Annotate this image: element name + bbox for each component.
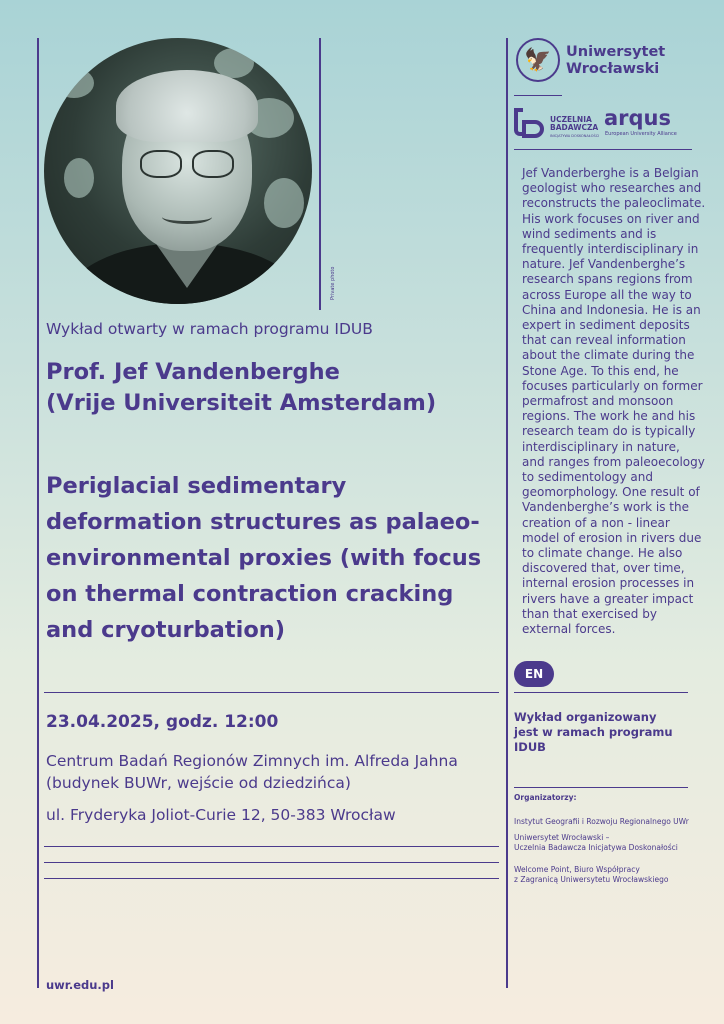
logo-divider-line xyxy=(514,95,562,96)
speaker-name: Prof. Jef Vandenberghe (Vrije Universiteit Amsterdam) xyxy=(46,359,437,416)
divider-line xyxy=(514,787,688,788)
organizer-item: Instytut Geografii i Rozwoju Regionalnego UWr xyxy=(514,817,689,826)
organizer-note: Wykład organizowany jest w ramach programu IDUB xyxy=(514,710,673,754)
organizers-label: Organizatorzy: xyxy=(514,793,577,802)
organizer-item: Welcome Point, Biuro Współpracy z Zagranicą Uniwersytetu Wrocławskiego xyxy=(514,865,669,884)
speaker-bio: Jef Vanderberghe is a Belgian geologist who researches and reconstructs the paleoclimate. His work focuses on river and wind sediments and is frequently interdisciplinary in nature. Jef Vandenberghe’s research spans regions from across Europe all the way to China and Indonesia. He is an expert in sediment deposits that can reveal information about the climate during the Stone Age. To this end, he focuses particularly on former permafrost and monsoon regions. The work he and his research team do is typically interdisciplinary in nature, and ranges from paleoecology to sedimentology and geomorphology. One result of Vandenberghe’s work is the creation of a non - linear model of erosion in rivers due to climate change. He also discovered that, over time, internal erosion processes in rivers have a greater impact than that exercised by external forces. xyxy=(522,166,706,637)
university-name: Uniwersytet Wrocławski xyxy=(566,44,666,77)
arqus-logo: arqus xyxy=(604,106,672,130)
program-label: Wykład otwarty w ramach programu IDUB xyxy=(46,320,373,338)
column-divider-line xyxy=(506,38,508,988)
photo-divider-line xyxy=(319,38,321,310)
lecture-venue: Centrum Badań Regionów Zimnych im. Alfreda Jahna (budynek BUWr, wejście od dziedzińca) xyxy=(46,752,458,792)
lecture-address: ul. Fryderyka Joliot-Curie 12, 50-383 Wrocław xyxy=(46,806,396,824)
organizer-item: Uniwersytet Wrocławski – Uczelnia Badawcza Inicjatywa Doskonałości xyxy=(514,833,678,852)
university-crest-icon: 🦅 xyxy=(516,38,560,82)
idub-logo-subtitle: INICJATYWA DOSKONAŁOŚCI xyxy=(550,134,600,138)
lecture-title: Periglacial sedimentary deformation structures as palaeo-environmental proxies (with focus on thermal contraction cracking and cryoturbation) xyxy=(46,473,482,643)
arqus-logo-subtitle: European University Alliance xyxy=(605,131,677,137)
website-link[interactable]: uwr.edu.pl xyxy=(46,978,114,992)
divider-line xyxy=(44,862,499,863)
lecture-date: 23.04.2025, godz. 12:00 xyxy=(46,712,279,732)
idub-logo-text: UCZELNIA BADAWCZA xyxy=(550,115,599,132)
photo-credit: Private photo xyxy=(330,266,336,300)
logo-divider-line xyxy=(514,149,692,150)
idub-logo-icon xyxy=(514,108,544,140)
divider-line xyxy=(44,692,499,693)
divider-line xyxy=(514,692,688,693)
divider-line xyxy=(44,846,499,847)
language-badge: EN xyxy=(514,661,554,687)
speaker-photo xyxy=(44,38,312,304)
left-border-line xyxy=(37,38,39,988)
divider-line xyxy=(44,878,499,879)
